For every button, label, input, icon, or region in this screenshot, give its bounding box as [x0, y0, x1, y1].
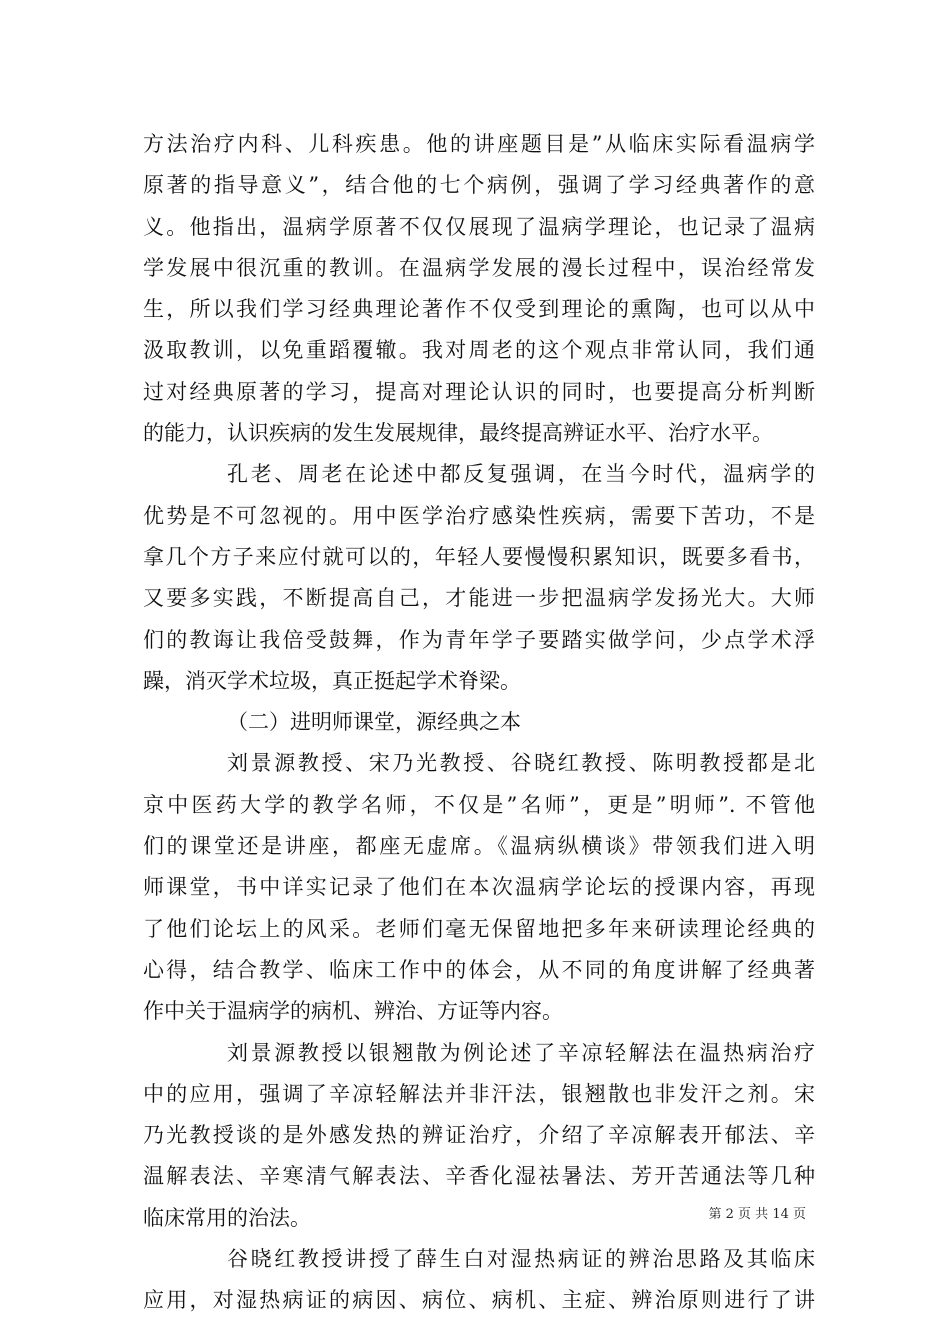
text-line: 乃光教授谈的是外感发热的辨证治疗，介绍了辛凉解表开郁法、辛 — [143, 1123, 815, 1148]
text-line: 谷晓红教授讲授了薛生白对湿热病证的辨治思路及其临床 — [227, 1247, 815, 1272]
text-line: 汲取教训，以免重蹈覆辙。我对周老的这个观点非常认同，我们通 — [143, 338, 815, 363]
text-line: 温解表法、辛寒清气解表法、辛香化湿祛暑法、芳开苦通法等几种 — [143, 1164, 815, 1189]
text-line: 们的课堂还是讲座，都座无虚席。《温病纵横谈》带领我们进入明 — [143, 834, 815, 859]
text-line: 方法治疗内科、儿科疾患。他的讲座题目是”从临床实际看温病学 — [143, 132, 815, 156]
text-line: 过对经典原著的学习，提高对理论认识的同时，也要提高分析判断 — [143, 379, 815, 404]
text-line: 原著的指导意义”，结合他的七个病例，强调了学习经典著作的意 — [143, 173, 815, 198]
document-body — [143, 124, 815, 1322]
text-line: 拿几个方子来应付就可以的，年轻人要慢慢积累知识，既要多看书， — [143, 544, 815, 569]
text-line: 临床常用的治法。 — [143, 1205, 311, 1230]
text-line: 刘景源教授以银翘散为例论述了辛凉轻解法在温热病治疗 — [227, 1040, 815, 1065]
text-line: 京中医药大学的教学名师，不仅是”名师”，更是”明师”. 不管他 — [143, 792, 815, 817]
text-line: 师课堂，书中详实记录了他们在本次温病学论坛的授课内容，再现 — [143, 875, 815, 900]
text-line: 学发展中很沉重的教训。在温病学发展的漫长过程中，误治经常发 — [143, 255, 815, 280]
text-line: 刘景源教授、宋乃光教授、谷晓红教授、陈明教授都是北 — [227, 751, 815, 776]
text-line: 的能力，认识疾病的发生发展规律，最终提高辨证水平、治疗水平。 — [143, 421, 773, 446]
text-line: 孔老、周老在论述中都反复强调，在当今时代，温病学的 — [227, 462, 815, 487]
page-number-footer: 第 2 页 共 14 页 — [708, 1207, 806, 1222]
text-line: 心得，结合教学、临床工作中的体会，从不同的角度讲解了经典著 — [143, 957, 815, 982]
text-line: 们的教诲让我倍受鼓舞，作为青年学子要踏实做学问，少点学术浮 — [143, 627, 815, 652]
text-line: 了他们论坛上的风采。老师们毫无保留地把多年来研读理论经典的 — [143, 916, 815, 941]
text-line: 义。他指出，温病学原著不仅仅展现了温病学理论，也记录了温病 — [143, 214, 815, 239]
text-line: 应用，对湿热病证的病因、病位、病机、主症、辨治原则进行了讲 — [143, 1288, 815, 1313]
section-heading: （二）进明师课堂，源经典之本 — [227, 710, 521, 735]
text-line: 又要多实践，不断提高自己，才能进一步把温病学发扬光大。大师 — [143, 586, 815, 611]
text-line: 优势是不可忽视的。用中医学治疗感染性疾病，需要下苦功，不是 — [143, 503, 815, 528]
text-line: 作中关于温病学的病机、辨治、方证等内容。 — [143, 999, 563, 1024]
text-line: 中的应用，强调了辛凉轻解法并非汗法，银翘散也非发汗之剂。宋 — [143, 1081, 815, 1106]
text-line: 生，所以我们学习经典理论著作不仅受到理论的熏陶，也可以从中 — [143, 297, 815, 322]
text-line: 躁，消灭学术垃圾，真正挺起学术脊梁。 — [143, 668, 521, 693]
